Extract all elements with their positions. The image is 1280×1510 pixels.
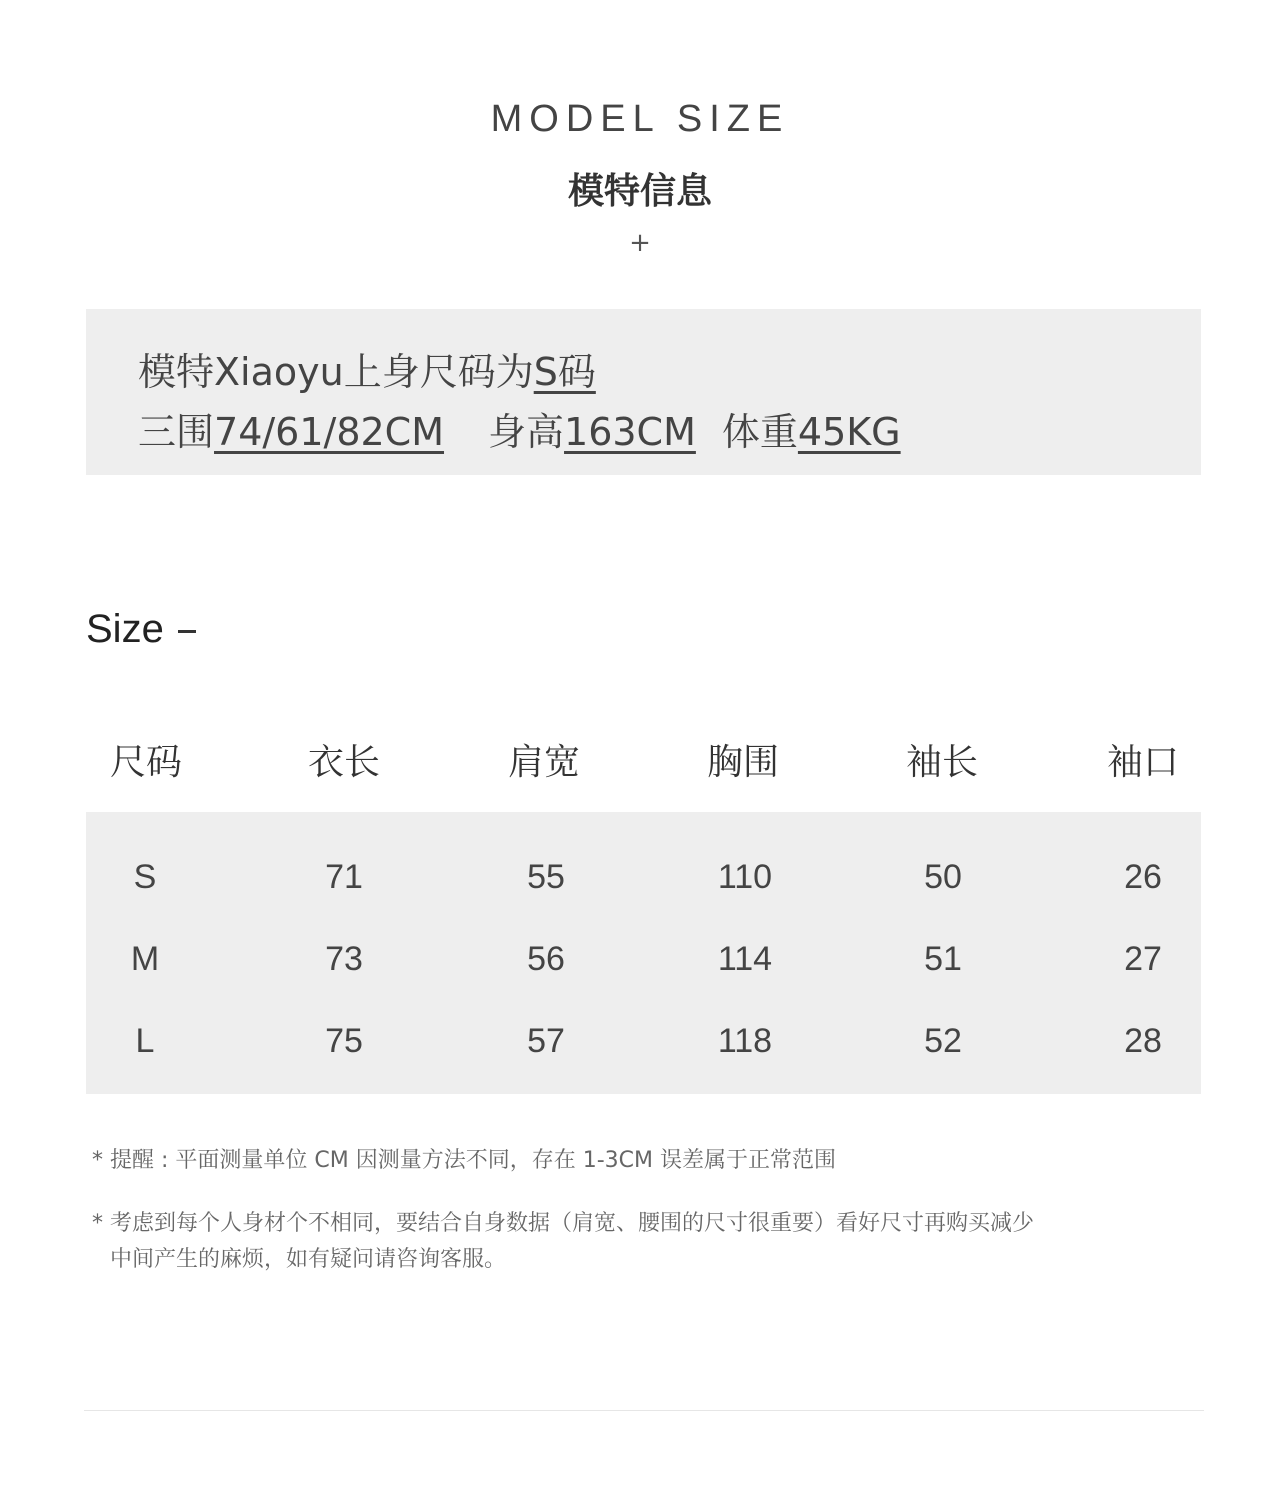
cell-length: 75 <box>325 1022 363 1060</box>
advice-note-line1: * 考虑到每个人身材个不相同，要结合自身数据（肩宽、腰围的尺寸很重要）看好尺寸再购买减少 <box>92 1211 1034 1236</box>
bust-label: 三围 <box>138 410 215 454</box>
model-size-title: MODEL SIZE <box>490 98 790 140</box>
model-size-line <box>138 341 596 396</box>
cell-sleeve-length: 50 <box>924 858 962 896</box>
height-label: 身高 <box>488 410 565 454</box>
height-value: 163CM <box>564 410 696 454</box>
model-info-box <box>86 309 1201 475</box>
cell-sleeve-length: 52 <box>924 1022 962 1060</box>
measurement-note: * 提醒 : 平面测量单位 CM 因测量方法不同，存在 1-3CM 误差属于正常范围 <box>92 1148 836 1173</box>
header-sleeve-length: 袖长 <box>905 742 978 783</box>
model-info-title: 模特信息 <box>567 171 712 212</box>
dash-icon <box>178 630 196 633</box>
divider <box>84 1410 1204 1411</box>
size-title-text: Size <box>86 607 164 651</box>
weight-label: 体重 <box>721 410 798 454</box>
plus-icon: + <box>629 228 651 258</box>
cell-length: 73 <box>325 940 363 978</box>
header-chest: 胸围 <box>706 742 779 783</box>
size-table-header <box>86 730 1201 790</box>
size-section-title <box>86 607 196 652</box>
header-shoulder: 肩宽 <box>507 742 580 783</box>
cell-shoulder: 55 <box>527 858 565 896</box>
cell-length: 71 <box>325 858 363 896</box>
cell-shoulder: 57 <box>527 1022 565 1060</box>
cell-size: M <box>130 940 160 978</box>
cell-chest: 114 <box>717 940 773 978</box>
size-table-body <box>86 812 1201 1094</box>
cell-chest: 118 <box>717 1022 773 1060</box>
cell-shoulder: 56 <box>527 940 565 978</box>
cell-cuff: 28 <box>1124 1022 1162 1060</box>
cell-cuff: 26 <box>1124 858 1162 896</box>
advice-note-line2: 中间产生的麻烦，如有疑问请咨询客服。 <box>110 1247 507 1272</box>
model-size-value: S码 <box>533 350 596 394</box>
header-size: 尺码 <box>109 742 182 783</box>
weight-value: 45KG <box>797 410 901 454</box>
cell-sleeve-length: 51 <box>924 940 962 978</box>
model-measurements-line <box>138 401 901 456</box>
header-length: 衣长 <box>307 742 380 783</box>
cell-cuff: 27 <box>1124 940 1162 978</box>
bust-value: 74/61/82CM <box>214 410 445 454</box>
header-cuff: 袖口 <box>1106 742 1179 783</box>
cell-size: L <box>135 1022 155 1060</box>
cell-size: S <box>133 858 157 896</box>
cell-chest: 110 <box>717 858 773 896</box>
model-size-prefix: 模特Xiaoyu上身尺码为 <box>138 350 534 394</box>
